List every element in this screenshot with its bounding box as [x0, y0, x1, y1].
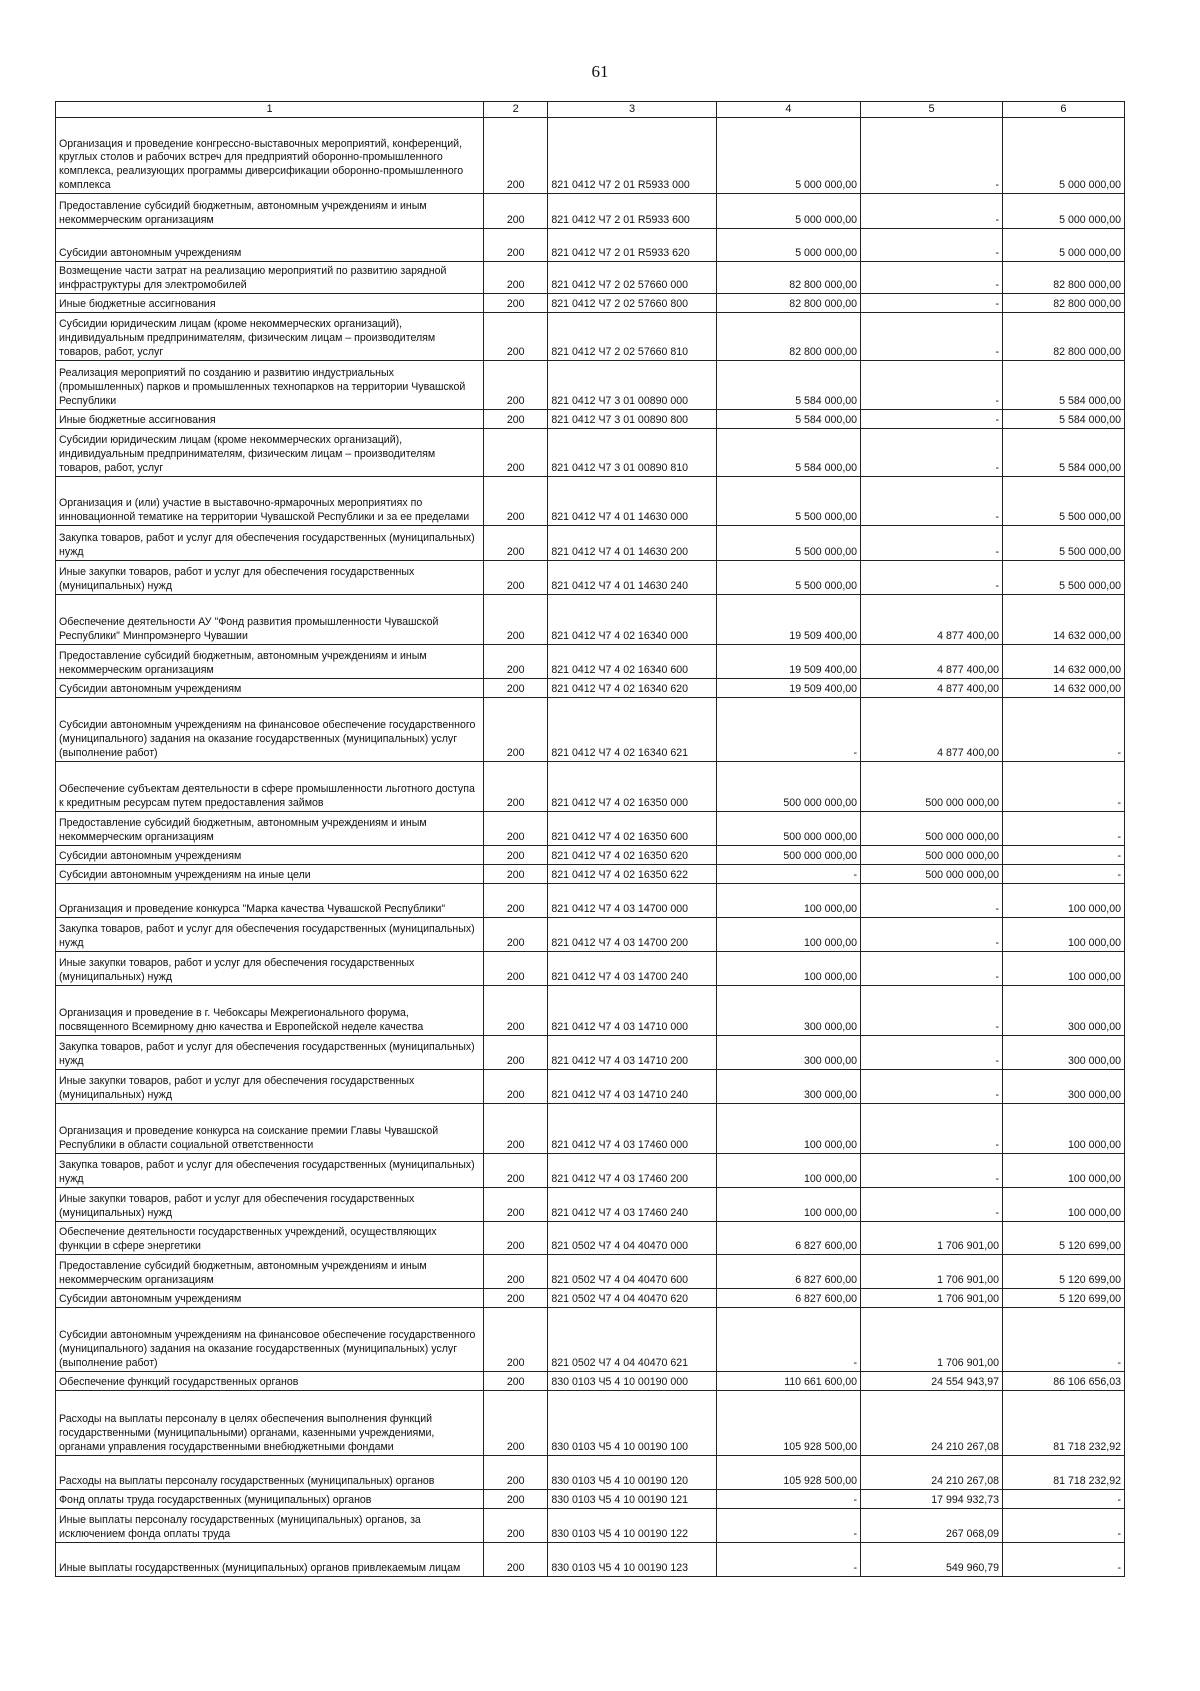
row-name: Обеспечение деятельности государственных учреждений, осуществляющих функции в сфере энергетики — [56, 1222, 484, 1255]
row-name: Закупка товаров, работ и услуг для обеспечения государственных (муниципальных) нужд — [56, 1154, 484, 1188]
row-code: 200 — [484, 410, 548, 429]
row-classification: 821 0412 Ч7 3 01 00890 800 — [548, 410, 717, 429]
row-classification: 821 0502 Ч7 4 04 40470 620 — [548, 1289, 717, 1308]
table-row — [56, 361, 1125, 410]
row-amount-col5: - — [861, 986, 1003, 1036]
row-amount-col6: - — [1002, 762, 1124, 812]
row-amount-col5: 17 994 932,73 — [861, 1490, 1003, 1509]
row-code: 200 — [484, 1070, 548, 1104]
row-amount-col6: 14 632 000,00 — [1002, 595, 1124, 645]
row-amount-col6: 5 120 699,00 — [1002, 1255, 1124, 1289]
row-amount-col6: - — [1002, 1308, 1124, 1372]
row-name: Иные бюджетные ассигнования — [56, 410, 484, 429]
row-amount-col4: 19 509 400,00 — [716, 595, 860, 645]
table-row — [56, 429, 1125, 477]
row-amount-col4: 500 000 000,00 — [716, 846, 860, 865]
row-amount-col5: - — [861, 884, 1003, 918]
row-classification: 821 0412 Ч7 2 02 57660 800 — [548, 294, 717, 313]
row-name: Обеспечение субъектам деятельности в сфере промышленности льготного доступа к кредитным ресурсам путем предоставления займов — [56, 762, 484, 812]
row-amount-col4: 82 800 000,00 — [716, 262, 860, 294]
row-name: Реализация мероприятий по созданию и развитию индустриальных (промышленных) парков и промышленных технопарков на территории Чувашской Республики — [56, 361, 484, 410]
row-amount-col5: 549 960,79 — [861, 1543, 1003, 1577]
row-amount-col6: 82 800 000,00 — [1002, 294, 1124, 313]
row-amount-col4: 100 000,00 — [716, 1188, 860, 1222]
row-amount-col6: 5 000 000,00 — [1002, 194, 1124, 229]
row-name: Субсидии автономным учреждениям — [56, 1289, 484, 1308]
row-classification: 830 0103 Ч5 4 10 00190 000 — [548, 1372, 717, 1391]
row-name: Субсидии автономным учреждениям — [56, 846, 484, 865]
row-amount-col6: 5 500 000,00 — [1002, 526, 1124, 561]
row-amount-col4: 100 000,00 — [716, 1104, 860, 1154]
row-amount-col6: 5 584 000,00 — [1002, 361, 1124, 410]
row-name: Организация и проведение в г. Чебоксары Межрегионального форума, посвященного Всемирному дню качества и Европейской неделе качества — [56, 986, 484, 1036]
row-name: Предоставление субсидий бюджетным, автономным учреждениям и иным некоммерческим организациям — [56, 812, 484, 846]
table-row — [56, 1289, 1125, 1308]
row-classification: 821 0412 Ч7 4 02 16350 600 — [548, 812, 717, 846]
row-amount-col4: 19 509 400,00 — [716, 679, 860, 698]
row-amount-col5: - — [861, 1036, 1003, 1070]
row-amount-col5: 1 706 901,00 — [861, 1308, 1003, 1372]
row-amount-col5: 4 877 400,00 — [861, 698, 1003, 762]
row-name: Субсидии автономным учреждениям на финансовое обеспечение государственного (муниципального) задания на оказание государственных (муниципальных) услуг (выполнение работ) — [56, 698, 484, 762]
row-code: 200 — [484, 1372, 548, 1391]
row-name: Иные закупки товаров, работ и услуг для обеспечения государственных (муниципальных) нужд — [56, 561, 484, 595]
row-name: Иные выплаты государственных (муниципальных) органов привлекаемым лицам — [56, 1543, 484, 1577]
row-amount-col5: - — [861, 294, 1003, 313]
row-amount-col5: - — [861, 429, 1003, 477]
row-amount-col4: 5 500 000,00 — [716, 561, 860, 595]
row-amount-col4: 6 827 600,00 — [716, 1289, 860, 1308]
row-code: 200 — [484, 1391, 548, 1456]
row-name: Предоставление субсидий бюджетным, автономным учреждениям и иным некоммерческим организациям — [56, 1255, 484, 1289]
table-row — [56, 229, 1125, 262]
row-name: Субсидии автономным учреждениям — [56, 679, 484, 698]
row-classification: 821 0412 Ч7 3 01 00890 000 — [548, 361, 717, 410]
row-classification: 821 0412 Ч7 4 03 14700 000 — [548, 884, 717, 918]
row-classification: 821 0412 Ч7 4 03 14700 200 — [548, 918, 717, 952]
row-classification: 821 0412 Ч7 4 02 16340 621 — [548, 698, 717, 762]
row-classification: 821 0412 Ч7 4 02 16340 600 — [548, 645, 717, 679]
row-amount-col4: - — [716, 1490, 860, 1509]
table-row — [56, 1372, 1125, 1391]
table-row — [56, 1154, 1125, 1188]
row-classification: 821 0412 Ч7 3 01 00890 810 — [548, 429, 717, 477]
table-row — [56, 1104, 1125, 1154]
table-row — [56, 1456, 1125, 1490]
table-row — [56, 526, 1125, 561]
row-amount-col4: 105 928 500,00 — [716, 1456, 860, 1490]
row-code: 200 — [484, 477, 548, 526]
row-amount-col6: 100 000,00 — [1002, 1104, 1124, 1154]
row-amount-col6: 5 000 000,00 — [1002, 118, 1124, 194]
row-code: 200 — [484, 194, 548, 229]
row-amount-col5: 4 877 400,00 — [861, 679, 1003, 698]
row-amount-col5: 4 877 400,00 — [861, 595, 1003, 645]
row-amount-col6: 100 000,00 — [1002, 1188, 1124, 1222]
row-amount-col4: 5 500 000,00 — [716, 477, 860, 526]
row-amount-col4: 82 800 000,00 — [716, 294, 860, 313]
row-amount-col6: 100 000,00 — [1002, 1154, 1124, 1188]
row-code: 200 — [484, 884, 548, 918]
table-row — [56, 1391, 1125, 1456]
row-code: 200 — [484, 1255, 548, 1289]
row-amount-col5: 4 877 400,00 — [861, 645, 1003, 679]
row-amount-col6: 5 500 000,00 — [1002, 561, 1124, 595]
row-name: Организация и проведение конгрессно-выставочных мероприятий, конференций, круглых столов и рабочих встреч для предприятий оборонно-промышленного комплекса, реализующих программы диверсификации оборонно-промышленного комплекса — [56, 118, 484, 194]
table-row — [56, 762, 1125, 812]
row-name: Расходы на выплаты персоналу государственных (муниципальных) органов — [56, 1456, 484, 1490]
row-code: 200 — [484, 1222, 548, 1255]
column-header: 1 — [56, 102, 484, 118]
row-amount-col5: - — [861, 194, 1003, 229]
row-amount-col6: - — [1002, 865, 1124, 884]
row-amount-col5: 500 000 000,00 — [861, 812, 1003, 846]
row-name: Организация и проведение конкурса "Марка качества Чувашской Республики" — [56, 884, 484, 918]
row-code: 200 — [484, 229, 548, 262]
row-amount-col5: - — [861, 1070, 1003, 1104]
row-amount-col6: 81 718 232,92 — [1002, 1456, 1124, 1490]
row-amount-col6: 81 718 232,92 — [1002, 1391, 1124, 1456]
row-amount-col6: 5 500 000,00 — [1002, 477, 1124, 526]
row-code: 200 — [484, 1308, 548, 1372]
table-row — [56, 595, 1125, 645]
row-code: 200 — [484, 645, 548, 679]
table-row — [56, 1036, 1125, 1070]
row-classification: 821 0412 Ч7 4 01 14630 240 — [548, 561, 717, 595]
row-amount-col4: 5 000 000,00 — [716, 118, 860, 194]
row-code: 200 — [484, 118, 548, 194]
row-amount-col5: - — [861, 410, 1003, 429]
page-number: 61 — [591, 62, 609, 81]
row-code: 200 — [484, 679, 548, 698]
table-row — [56, 294, 1125, 313]
row-amount-col4: 19 509 400,00 — [716, 645, 860, 679]
table-row — [56, 1222, 1125, 1255]
table-row — [56, 1188, 1125, 1222]
row-amount-col4: 300 000,00 — [716, 1070, 860, 1104]
row-name: Предоставление субсидий бюджетным, автономным учреждениям и иным некоммерческим организациям — [56, 194, 484, 229]
table-row — [56, 865, 1125, 884]
row-amount-col5: 267 068,09 — [861, 1509, 1003, 1543]
row-amount-col4: 82 800 000,00 — [716, 313, 860, 361]
row-amount-col6: 100 000,00 — [1002, 918, 1124, 952]
row-amount-col5: - — [861, 118, 1003, 194]
row-classification: 821 0412 Ч7 4 03 17460 000 — [548, 1104, 717, 1154]
row-amount-col6: 5 584 000,00 — [1002, 410, 1124, 429]
row-amount-col6: 14 632 000,00 — [1002, 679, 1124, 698]
row-classification: 821 0412 Ч7 4 01 14630 000 — [548, 477, 717, 526]
row-name: Возмещение части затрат на реализацию мероприятий по развитию зарядной инфраструктуры для электромобилей — [56, 262, 484, 294]
table-row — [56, 846, 1125, 865]
row-amount-col6: 5 120 699,00 — [1002, 1289, 1124, 1308]
row-classification: 821 0412 Ч7 4 03 14710 000 — [548, 986, 717, 1036]
row-name: Иные закупки товаров, работ и услуг для обеспечения государственных (муниципальных) нужд — [56, 1188, 484, 1222]
table-row — [56, 477, 1125, 526]
row-amount-col4: 300 000,00 — [716, 1036, 860, 1070]
row-classification: 821 0412 Ч7 4 02 16350 622 — [548, 865, 717, 884]
row-amount-col6: 5 120 699,00 — [1002, 1222, 1124, 1255]
row-amount-col5: - — [861, 952, 1003, 986]
row-amount-col5: - — [861, 561, 1003, 595]
row-name: Иные выплаты персоналу государственных (муниципальных) органов, за исключением фонда оплаты труда — [56, 1509, 484, 1543]
row-classification: 821 0412 Ч7 4 03 14710 200 — [548, 1036, 717, 1070]
row-amount-col4: 5 500 000,00 — [716, 526, 860, 561]
row-amount-col5: 500 000 000,00 — [861, 865, 1003, 884]
row-amount-col6: - — [1002, 1543, 1124, 1577]
row-name: Субсидии юридическим лицам (кроме некоммерческих организаций), индивидуальным предпринимателям, физическим лицам – производителям товаров, работ, услуг — [56, 429, 484, 477]
row-amount-col4: - — [716, 865, 860, 884]
row-amount-col6: 5 000 000,00 — [1002, 229, 1124, 262]
row-amount-col6: 300 000,00 — [1002, 1036, 1124, 1070]
row-amount-col5: - — [861, 477, 1003, 526]
table-row — [56, 262, 1125, 294]
row-amount-col4: 500 000 000,00 — [716, 762, 860, 812]
row-classification: 821 0412 Ч7 4 03 17460 240 — [548, 1188, 717, 1222]
row-amount-col4: - — [716, 1543, 860, 1577]
row-code: 200 — [484, 595, 548, 645]
row-amount-col6: 100 000,00 — [1002, 952, 1124, 986]
row-amount-col5: 24 210 267,08 — [861, 1391, 1003, 1456]
row-code: 200 — [484, 429, 548, 477]
column-header: 6 — [1002, 102, 1124, 118]
row-classification: 821 0412 Ч7 4 01 14630 200 — [548, 526, 717, 561]
row-amount-col4: - — [716, 1509, 860, 1543]
row-amount-col5: - — [861, 262, 1003, 294]
row-amount-col6: - — [1002, 812, 1124, 846]
row-amount-col4: 110 661 600,00 — [716, 1372, 860, 1391]
row-classification: 821 0502 Ч7 4 04 40470 621 — [548, 1308, 717, 1372]
table-row — [56, 561, 1125, 595]
row-classification: 830 0103 Ч5 4 10 00190 122 — [548, 1509, 717, 1543]
row-classification: 821 0412 Ч7 4 02 16350 000 — [548, 762, 717, 812]
row-name: Обеспечение деятельности АУ "Фонд развития промышленности Чувашской Республики" Минпромэнерго Чувашии — [56, 595, 484, 645]
row-amount-col6: - — [1002, 1509, 1124, 1543]
row-amount-col6: 82 800 000,00 — [1002, 313, 1124, 361]
row-name: Предоставление субсидий бюджетным, автономным учреждениям и иным некоммерческим организациям — [56, 645, 484, 679]
row-amount-col5: 24 554 943,97 — [861, 1372, 1003, 1391]
row-code: 200 — [484, 918, 548, 952]
row-amount-col4: 5 584 000,00 — [716, 410, 860, 429]
table-row — [56, 1308, 1125, 1372]
row-amount-col5: 24 210 267,08 — [861, 1456, 1003, 1490]
row-code: 200 — [484, 313, 548, 361]
row-code: 200 — [484, 986, 548, 1036]
row-code: 200 — [484, 361, 548, 410]
row-name: Фонд оплаты труда государственных (муниципальных) органов — [56, 1490, 484, 1509]
row-amount-col5: - — [861, 1104, 1003, 1154]
row-amount-col6: - — [1002, 846, 1124, 865]
row-amount-col5: 500 000 000,00 — [861, 846, 1003, 865]
row-amount-col4: 500 000 000,00 — [716, 812, 860, 846]
row-name: Субсидии автономным учреждениям на финансовое обеспечение государственного (муниципального) задания на оказание государственных (муниципальных) услуг (выполнение работ) — [56, 1308, 484, 1372]
row-code: 200 — [484, 698, 548, 762]
table-row — [56, 698, 1125, 762]
row-amount-col4: 6 827 600,00 — [716, 1255, 860, 1289]
row-amount-col6: - — [1002, 1490, 1124, 1509]
row-name: Расходы на выплаты персоналу в целях обеспечения выполнения функций государственными (муниципальными) органами, казенными учреждениями, органами управления государственными внебюджетными фондами — [56, 1391, 484, 1456]
row-code: 200 — [484, 526, 548, 561]
row-amount-col6: - — [1002, 698, 1124, 762]
row-amount-col5: - — [861, 1188, 1003, 1222]
row-amount-col5: 1 706 901,00 — [861, 1222, 1003, 1255]
row-amount-col4: 105 928 500,00 — [716, 1391, 860, 1456]
table-row — [56, 194, 1125, 229]
row-code: 200 — [484, 294, 548, 313]
row-classification: 821 0502 Ч7 4 04 40470 000 — [548, 1222, 717, 1255]
table-row — [56, 1490, 1125, 1509]
row-code: 200 — [484, 1036, 548, 1070]
table-row — [56, 884, 1125, 918]
row-amount-col5: 1 706 901,00 — [861, 1289, 1003, 1308]
row-classification: 830 0103 Ч5 4 10 00190 120 — [548, 1456, 717, 1490]
row-amount-col5: 500 000 000,00 — [861, 762, 1003, 812]
budget-table — [55, 101, 1125, 1577]
row-name: Закупка товаров, работ и услуг для обеспечения государственных (муниципальных) нужд — [56, 918, 484, 952]
row-name: Закупка товаров, работ и услуг для обеспечения государственных (муниципальных) нужд — [56, 526, 484, 561]
table-row — [56, 952, 1125, 986]
column-header: 2 — [484, 102, 548, 118]
row-amount-col4: - — [716, 698, 860, 762]
row-code: 200 — [484, 1490, 548, 1509]
row-name: Иные закупки товаров, работ и услуг для обеспечения государственных (муниципальных) нужд — [56, 1070, 484, 1104]
row-amount-col4: 300 000,00 — [716, 986, 860, 1036]
row-name: Организация и проведение конкурса на соискание премии Главы Чувашской Республики в области социальной ответственности — [56, 1104, 484, 1154]
row-classification: 821 0412 Ч7 2 02 57660 000 — [548, 262, 717, 294]
table-row — [56, 645, 1125, 679]
row-classification: 830 0103 Ч5 4 10 00190 100 — [548, 1391, 717, 1456]
table-row — [56, 918, 1125, 952]
row-classification: 821 0412 Ч7 4 02 16340 620 — [548, 679, 717, 698]
row-classification: 821 0412 Ч7 2 02 57660 810 — [548, 313, 717, 361]
table-row — [56, 118, 1125, 194]
row-classification: 821 0412 Ч7 2 01 R5933 000 — [548, 118, 717, 194]
row-amount-col5: - — [861, 361, 1003, 410]
table-row — [56, 1543, 1125, 1577]
row-classification: 821 0502 Ч7 4 04 40470 600 — [548, 1255, 717, 1289]
row-name: Субсидии автономным учреждениям на иные цели — [56, 865, 484, 884]
row-code: 200 — [484, 262, 548, 294]
row-amount-col4: 100 000,00 — [716, 1154, 860, 1188]
row-amount-col4: 5 584 000,00 — [716, 429, 860, 477]
row-name: Субсидии автономным учреждениям — [56, 229, 484, 262]
row-code: 200 — [484, 1543, 548, 1577]
column-header: 4 — [716, 102, 860, 118]
row-code: 200 — [484, 762, 548, 812]
row-code: 200 — [484, 1509, 548, 1543]
table-row — [56, 1070, 1125, 1104]
row-amount-col5: - — [861, 229, 1003, 262]
row-code: 200 — [484, 1188, 548, 1222]
row-classification: 821 0412 Ч7 4 03 14700 240 — [548, 952, 717, 986]
row-amount-col5: - — [861, 313, 1003, 361]
row-amount-col6: 14 632 000,00 — [1002, 645, 1124, 679]
table-row — [56, 812, 1125, 846]
row-classification: 821 0412 Ч7 2 01 R5933 620 — [548, 229, 717, 262]
row-name: Закупка товаров, работ и услуг для обеспечения государственных (муниципальных) нужд — [56, 1036, 484, 1070]
table-row — [56, 313, 1125, 361]
row-amount-col4: 6 827 600,00 — [716, 1222, 860, 1255]
row-amount-col5: 1 706 901,00 — [861, 1255, 1003, 1289]
row-amount-col6: 82 800 000,00 — [1002, 262, 1124, 294]
column-number-row — [56, 102, 1125, 118]
row-code: 200 — [484, 952, 548, 986]
row-amount-col4: - — [716, 1308, 860, 1372]
table-row — [56, 679, 1125, 698]
row-code: 200 — [484, 561, 548, 595]
row-classification: 821 0412 Ч7 4 03 17460 200 — [548, 1154, 717, 1188]
row-classification: 830 0103 Ч5 4 10 00190 121 — [548, 1490, 717, 1509]
row-amount-col4: 100 000,00 — [716, 952, 860, 986]
row-amount-col4: 100 000,00 — [716, 884, 860, 918]
column-header: 5 — [861, 102, 1003, 118]
table-row — [56, 1509, 1125, 1543]
row-amount-col5: - — [861, 918, 1003, 952]
row-amount-col6: 300 000,00 — [1002, 986, 1124, 1036]
row-amount-col4: 5 000 000,00 — [716, 194, 860, 229]
row-classification: 821 0412 Ч7 4 03 14710 240 — [548, 1070, 717, 1104]
row-code: 200 — [484, 812, 548, 846]
row-code: 200 — [484, 1289, 548, 1308]
table-row — [56, 986, 1125, 1036]
row-code: 200 — [484, 1154, 548, 1188]
row-amount-col5: - — [861, 1154, 1003, 1188]
row-name: Иные бюджетные ассигнования — [56, 294, 484, 313]
row-code: 200 — [484, 846, 548, 865]
row-name: Организация и (или) участие в выставочно-ярмарочных мероприятиях по инновационной тематике на территории Чувашской Республики и за ее пределами — [56, 477, 484, 526]
row-amount-col4: 5 584 000,00 — [716, 361, 860, 410]
row-code: 200 — [484, 1104, 548, 1154]
row-code: 200 — [484, 865, 548, 884]
row-name: Субсидии юридическим лицам (кроме некоммерческих организаций), индивидуальным предпринимателям, физическим лицам – производителям товаров, работ, услуг — [56, 313, 484, 361]
row-amount-col6: 300 000,00 — [1002, 1070, 1124, 1104]
row-classification: 830 0103 Ч5 4 10 00190 123 — [548, 1543, 717, 1577]
row-name: Иные закупки товаров, работ и услуг для обеспечения государственных (муниципальных) нужд — [56, 952, 484, 986]
row-amount-col4: 5 000 000,00 — [716, 229, 860, 262]
row-amount-col6: 5 584 000,00 — [1002, 429, 1124, 477]
column-header: 3 — [548, 102, 717, 118]
row-name: Обеспечение функций государственных органов — [56, 1372, 484, 1391]
row-amount-col4: 100 000,00 — [716, 918, 860, 952]
row-amount-col5: - — [861, 526, 1003, 561]
row-classification: 821 0412 Ч7 4 02 16340 000 — [548, 595, 717, 645]
row-code: 200 — [484, 1456, 548, 1490]
row-amount-col6: 100 000,00 — [1002, 884, 1124, 918]
row-amount-col6: 86 106 656,03 — [1002, 1372, 1124, 1391]
table-row — [56, 1255, 1125, 1289]
row-classification: 821 0412 Ч7 4 02 16350 620 — [548, 846, 717, 865]
table-row — [56, 410, 1125, 429]
row-classification: 821 0412 Ч7 2 01 R5933 600 — [548, 194, 717, 229]
